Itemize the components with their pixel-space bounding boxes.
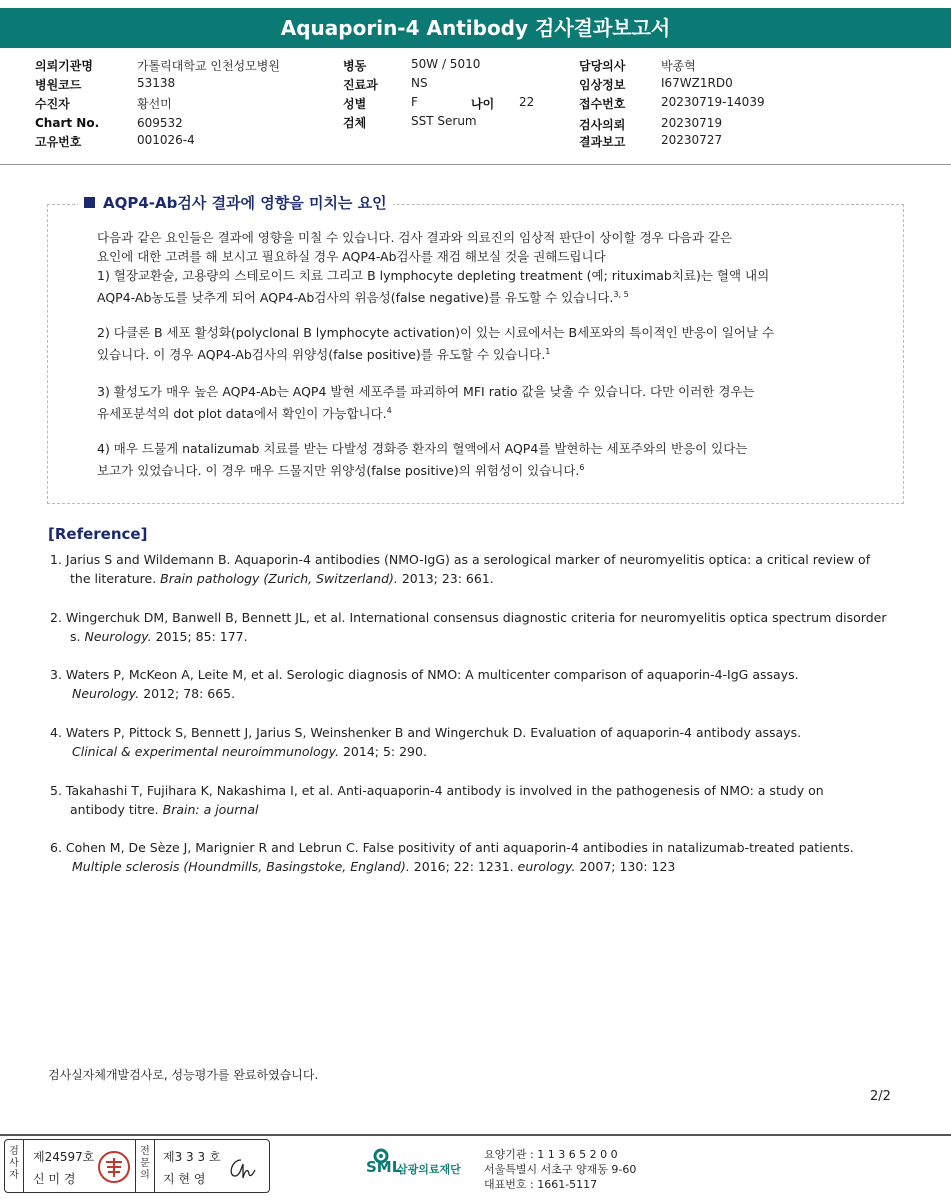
org-name: 삼광의료재단	[397, 1163, 461, 1176]
value-doctor: 박종혁	[661, 59, 696, 73]
tester-license: 제24597호	[33, 1150, 95, 1164]
label-department: 진료과	[343, 78, 378, 92]
org-phone: 대표번호 : 1661-5117	[484, 1178, 598, 1191]
value-hospital-code: 53138	[137, 76, 176, 90]
factor-2-line-2: 있습니다. 이 경우 AQP4-Ab검사의 위양성(false positive)를 유도할 수 있습니다.$^1$	[97, 347, 551, 363]
value-receipt-no: 20230719-14039	[661, 95, 765, 109]
factor-3	[97, 382, 887, 423]
value-clinical-info: I67WZ1RD0	[661, 76, 733, 90]
value-department: NS	[411, 76, 428, 90]
factor-1-line-1: 1) 혈장교환술, 고용량의 스테로이드 치료 그리고 B lymphocyte depleting treatment (예; rituximab치료)는 혈액 내의	[97, 268, 770, 283]
factor-4	[97, 439, 887, 480]
value-institution: 가톨릭대학교 인천성모병원	[137, 59, 280, 73]
signature-box	[4, 1139, 270, 1193]
square-bullet-icon	[84, 197, 95, 208]
specialist-name: 지 현 영	[163, 1172, 206, 1186]
label-ward: 병동	[343, 59, 367, 73]
reference-6: 6. Cohen M, De Sèze J, Marignier R and Lebrun C. False positivity of anti aquaporin-4 antibodies in natalizumab-treated patients. Multiple sclerosis (Houndmills, Basingstoke, England). 2016; 22: 1231. eurology. 2007; 130: 123	[50, 840, 854, 874]
page-number: 2/2	[870, 1089, 891, 1104]
label-chart-no: Chart No.	[35, 116, 100, 130]
tester-name: 신 미 경	[33, 1172, 76, 1186]
factor-4-line-1: 4) 매우 드물게 natalizumab 치료를 받는 다발성 경화증 환자의 혈액에서 AQP4를 발현하는 세포주와의 반응이 있다는	[97, 441, 748, 456]
validation-note: 검사실자체개발검사로, 성능평가를 완료하였습니다.	[48, 1068, 319, 1082]
value-request-date: 20230719	[661, 116, 723, 130]
specialist-label: 전문의	[135, 1140, 155, 1192]
label-doctor: 담당의사	[579, 59, 626, 73]
factor-3-line-1: 3) 활성도가 매우 높은 AQP4-Ab는 AQP4 발현 세포주를 파괴하여 MFI ratio 값을 낮출 수 있습니다. 다만 이러한 경우는	[97, 384, 755, 399]
reference-4: 4. Waters P, Pittock S, Bennett J, Jarius S, Weinshenker B and Wingerchuk D. Evaluation of aquaporin-4 antibody assays. Clinical & experimental neuroimmunology. 2014; 5: 290.	[50, 725, 802, 759]
tester-label: 검사자	[5, 1140, 24, 1192]
reference-3: 3. Waters P, McKeon A, Leite M, et al. Serologic diagnosis of NMO: A multicenter comparison of aquaporin-4-IgG assays. Neurology. 2012; 78: 665.	[50, 667, 799, 701]
factors-intro	[97, 228, 887, 307]
value-age: 22	[519, 95, 535, 109]
tester-seal-icon	[97, 1150, 131, 1184]
factors-heading	[78, 192, 393, 213]
label-patient: 수진자	[35, 97, 70, 111]
value-specimen: SST Serum	[411, 114, 477, 128]
intro-line-1: 다음과 같은 요인들은 결과에 영향을 미칠 수 있습니다. 검사 결과와 의료진의 임상적 판단이 상이할 경우 다음과 같은	[97, 230, 733, 245]
label-receipt-no: 접수번호	[579, 97, 626, 111]
label-sex: 성별	[343, 97, 367, 111]
patient-info-header	[0, 52, 951, 165]
reference-5: 5. Takahashi T, Fujihara K, Nakashima I, et al. Anti-aquaporin-4 antibody is involved in the pathogenesis of NMO: a study on antibody titre. Brain: a journal	[50, 783, 824, 817]
factor-1-line-2: AQP4-Ab농도를 낮추게 되어 AQP4-Ab검사의 위음성(false negative)를 유도할 수 있습니다.$^{3, 5}$	[97, 290, 629, 306]
reference-heading: [Reference]	[48, 525, 148, 543]
label-institution: 의뢰기관명	[35, 59, 93, 73]
label-hospital-code: 병원코드	[35, 78, 82, 92]
org-code: 요양기관 : 1 1 3 6 5 2 0 0	[484, 1148, 618, 1161]
value-sex: F	[411, 95, 418, 109]
factors-heading-text: AQP4-Ab검사 결과에 영향을 미치는 요인	[103, 194, 387, 212]
factor-3-line-2: 유세포분석의 dot plot data에서 확인이 가능합니다.$^4$	[97, 406, 392, 422]
specialist-signature-icon	[225, 1154, 259, 1182]
label-specimen: 검체	[343, 116, 367, 130]
sml-logo-text: SML	[366, 1158, 402, 1176]
reference-1: 1. Jarius S and Wildemann B. Aquaporin-4 antibodies (NMO-IgG) as a serological marker of neuromyelitis optica: a critical review of the literature. Brain pathology (Zurich, Switzerland). 2013; 23: 661.	[50, 552, 871, 586]
factor-2-line-1: 2) 다클론 B 세포 활성화(polyclonal B lymphocyte activation)이 있는 시료에서는 B세포와의 특이적인 반응이 일어날 수	[97, 325, 775, 340]
label-clinical-info: 임상정보	[579, 78, 626, 92]
reference-2: 2. Wingerchuk DM, Banwell B, Bennett JL, et al. International consensus diagnostic criteria for neuromyelitis optica spectrum disorder s. Neurology. 2015; 85: 177.	[50, 610, 887, 644]
org-info	[484, 1147, 636, 1192]
report-title: Aquaporin-4 Antibody 검사결과보고서	[0, 8, 951, 48]
value-report-date: 20230727	[661, 133, 723, 147]
footer-divider	[0, 1134, 951, 1136]
org-address: 서울특별시 서초구 양재동 9-60	[484, 1163, 637, 1176]
label-request-date: 검사의뢰	[579, 118, 626, 132]
specialist-license: 제3 3 3 호	[163, 1150, 221, 1164]
factor-4-line-2: 보고가 있었습니다. 이 경우 매우 드물지만 위양성(false positive)의 위험성이 있습니다.$^6$	[97, 463, 585, 479]
label-unique-no: 고유번호	[35, 135, 82, 149]
label-age: 나이	[471, 97, 495, 111]
value-patient: 황선미	[137, 97, 172, 111]
value-chart-no: 609532	[137, 116, 183, 130]
label-report-date: 결과보고	[579, 135, 626, 149]
value-unique-no: 001026-4	[137, 133, 195, 147]
factor-2	[97, 323, 887, 364]
value-ward: 50W / 5010	[411, 57, 481, 71]
intro-line-2: 요인에 대한 고려를 해 보시고 필요하실 경우 AQP4-Ab검사를 재검 해보실 것을 권해드립니다	[97, 249, 606, 264]
